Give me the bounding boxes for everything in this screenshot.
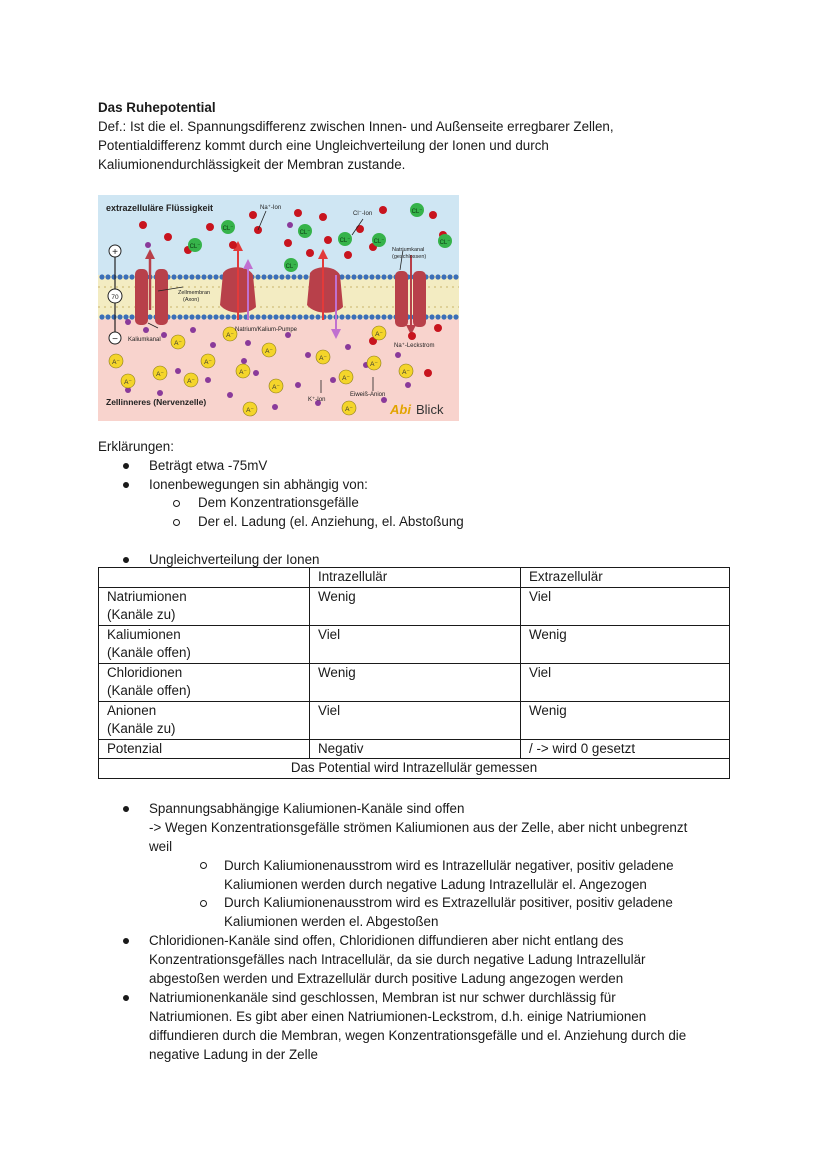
svg-text:A⁻: A⁻ [239,369,247,376]
list-item: Ionenbewegungen sin abhängig von: [149,477,368,492]
svg-text:A⁻: A⁻ [156,371,164,378]
ion-distribution-table [98,567,730,779]
svg-text:A⁻: A⁻ [112,359,120,366]
list-item: Chloridionen-Kanäle sind offen, Chloridionen diffundieren aber nicht entlang des [149,933,624,948]
svg-text:CL⁻: CL⁻ [222,226,234,232]
extra-value: / -> wird 0 gesetzt [521,739,730,759]
label-sodium-channel: Natriumkanal [392,247,425,253]
definition-line: Def.: Ist die el. Spannungsdifferenz zwischen Innen- und Außenseite erregbarer Zellen, [98,119,614,134]
list-item-continued: diffundieren durch die Membran, wegen Konzentrationsgefälle und el. Anziehung durch die [149,1028,687,1043]
extra-value: Wenig [521,701,730,739]
label-sodium-ion: Na⁺-Ion [260,205,282,211]
label-extracellular: extrazelluläre Flüssigkeit [106,203,214,213]
svg-text:A⁻: A⁻ [174,340,182,347]
plus-sign: + [112,247,118,258]
svg-text:A⁻: A⁻ [265,348,273,355]
voltmeter-value: 70 [111,294,119,301]
list-item: Spannungsabhängige Kaliumionen-Kanäle sind offen [149,801,465,816]
svg-text:A⁻: A⁻ [345,406,353,413]
list-item-continued: negative Ladung in der Zelle [149,1047,318,1062]
label-potassium-ion: K⁺-Ion [308,397,326,403]
channel-state: (Kanäle offen) [107,683,191,698]
abiblick-logo [389,402,444,417]
list-item-continued: Konzentrationsgefälles nach Intracellulär, da sie durch negative Ladung Intrazellulär [149,952,646,967]
label-membrane: Zellmembran [178,290,211,296]
ion-name: Anionen [107,702,157,718]
svg-text:A⁻: A⁻ [375,331,383,338]
bullet-icon [123,482,129,488]
svg-text:A⁻: A⁻ [319,355,327,362]
bullet-icon [123,463,129,469]
table-header-row [99,568,730,588]
ion-name: Chloridionen [107,664,183,680]
channel-state: (Kanäle offen) [107,645,191,660]
table-footer: Das Potential wird Intrazellulär gemessen [99,759,730,779]
extra-value: Viel [521,587,730,625]
label-intracellular: Zellinneres (Nervenzelle) [106,397,207,407]
svg-text:Blick: Blick [416,402,444,417]
minus-sign: − [112,334,118,345]
bullet-icon [123,938,129,944]
label-sodium-channel-state: (geschlossen) [392,254,427,260]
svg-text:A⁻: A⁻ [402,369,410,376]
svg-text:A⁻: A⁻ [370,361,378,368]
svg-text:A⁻: A⁻ [226,332,234,339]
resting-potential-diagram [98,195,459,421]
extra-value: Viel [521,663,730,701]
label-chloride-ion: Cl⁻-Ion [353,211,373,217]
sub-list-item-continued: Kaliumionen werden el. Abgestoßen [224,914,439,929]
table-header-cell: Extrazellulär [521,568,730,588]
table-footer-row [99,759,730,779]
label-leak-current: Na⁺-Leckstrom [394,343,435,349]
intra-value: Negativ [310,739,521,759]
svg-text:CL⁻: CL⁻ [285,264,297,270]
list-item: Beträgt etwa -75mV [149,458,268,473]
label-membrane-sub: (Axon) [183,297,200,303]
table-row [99,701,730,739]
list-item: Natriumionenkanäle sind geschlossen, Membran ist nur schwer durchlässig für [149,990,616,1005]
label-protein-anion: Eiweiß-Anion [350,392,386,398]
svg-text:CL⁻: CL⁻ [299,230,311,236]
intra-value: Viel [310,625,521,663]
list-item-continued: Natriumionen. Es gibt aber einen Natriumionen-Leckstrom, d.h. einige Natriumionen [149,1009,647,1024]
definition-line: Potentialdifferenz kommt durch eine Ungleichverteilung der Ionen und durch [98,138,549,153]
intra-value: Viel [310,701,521,739]
sub-list-item: Durch Kaliumionenausstrom wird es Intrazellulär negativer, positiv geladene [224,858,674,873]
sub-bullet-icon [173,500,180,507]
channel-state: (Kanäle zu) [107,607,176,622]
label-potassium-channel: Kaliumkanal [128,337,161,343]
extra-value: Wenig [521,625,730,663]
table-row [99,587,730,625]
svg-text:CL⁻: CL⁻ [189,244,201,250]
svg-text:A⁻: A⁻ [342,375,350,382]
svg-text:Abi: Abi [390,402,411,417]
svg-text:CL⁻: CL⁻ [411,209,423,215]
table-row [99,663,730,701]
definition-line: Kaliumionendurchlässigkeit der Membran zustande. [98,157,406,172]
explanations-heading: Erklärungen: [98,439,174,454]
sub-list-item-continued: Kaliumionen werden durch negative Ladung Intrazellulär el. Angezogen [224,877,647,892]
svg-text:CL⁻: CL⁻ [373,239,385,245]
intra-value: Wenig [310,663,521,701]
sub-bullet-icon [200,862,207,869]
svg-text:CL⁻: CL⁻ [339,238,351,244]
sub-list-item: Durch Kaliumionenausstrom wird es Extrazellulär positiver, positiv geladene [224,895,673,910]
list-item-continued: weil [149,839,173,854]
table-header-cell [99,568,310,588]
svg-text:A⁻: A⁻ [187,378,195,385]
list-item-continued: abgestoßen werden und Extrazellulär durch positive Ladung angezogen werden [149,971,624,986]
sub-list-item: Der el. Ladung (el. Anziehung, el. Abstoßung [198,514,464,529]
svg-text:A⁻: A⁻ [272,384,280,391]
table-row [99,625,730,663]
sub-bullet-icon [173,519,180,526]
ion-name: Kaliumionen [107,626,181,642]
page-title: Das Ruhepotential [98,100,216,115]
label-pump: Natrium/Kalium-Pumpe [235,327,298,333]
svg-text:A⁻: A⁻ [246,407,254,414]
svg-text:A⁻: A⁻ [124,379,132,386]
potential-label: Potenzial [99,739,310,759]
list-item-continued: -> Wegen Konzentrationsgefälle strömen Kaliumionen aus der Zelle, aber nicht unbegrenzt [149,820,688,835]
list-item: Ungleichverteilung der Ionen [149,552,320,567]
table-row-potential [99,739,730,759]
sub-bullet-icon [200,900,207,907]
svg-text:CL⁻: CL⁻ [439,240,451,246]
bullet-icon [123,557,129,563]
svg-text:A⁻: A⁻ [204,359,212,366]
sub-list-item: Dem Konzentrationsgefälle [198,495,359,510]
bullet-icon [123,806,129,812]
ion-name: Natriumionen [107,588,187,604]
channel-state: (Kanäle zu) [107,721,176,736]
table-header-cell: Intrazellulär [310,568,521,588]
intra-value: Wenig [310,587,521,625]
bullet-icon [123,995,129,1001]
